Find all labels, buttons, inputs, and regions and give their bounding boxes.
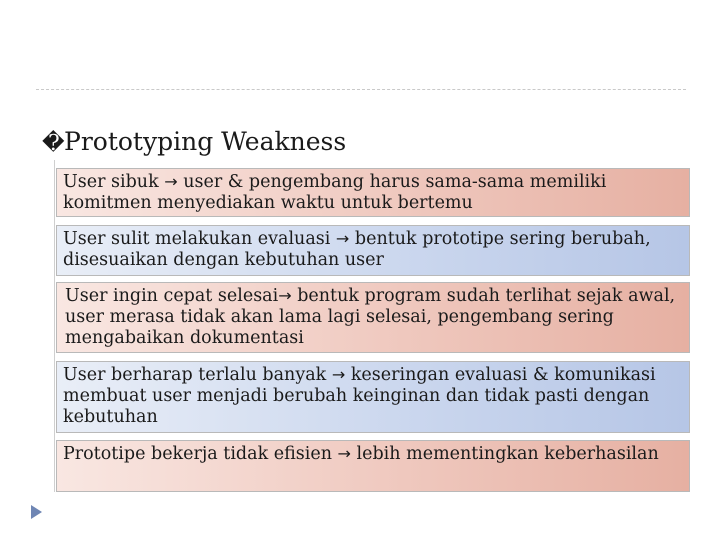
item-cause: User sibuk [63,172,159,192]
arrow-right-icon: → [335,229,350,248]
item-cause: User ingin cepat selesai [65,286,279,306]
heading-text: Prototyping Weakness [64,127,347,156]
arrow-right-icon: → [331,365,346,384]
item-cause: Prototipe bekerja tidak efisien [63,444,332,464]
list-item [56,168,690,217]
arrow-right-icon: → [337,444,351,463]
list-connector-line [54,160,55,492]
arrow-right-icon: → [164,172,178,191]
heading-bullet-icon: � [42,131,65,156]
list-item [56,440,690,492]
item-effect: bentuk prototipe sering berubah, disesuaikan dengan kebutuhan user [63,229,651,270]
item-effect: lebih mementingkan keberhasilan [356,444,659,464]
list-item [56,225,690,276]
item-effect: user & pengembang harus sama-sama memiliki komitmen menyediakan waktu untuk bertemu [63,172,607,213]
item-cause: User berharap terlalu banyak [63,365,327,385]
item-effect: bentuk program sudah terlihat sejak awal, user merasa tidak akan lama lagi selesai, pengembang sering mengabaikan dokumentasi [65,286,676,348]
header-divider [36,89,686,90]
item-effect: keseringan evaluasi & komunikasi membuat user menjadi berubah keinginan dan tidak pasti dengan kebutuhan [63,365,656,427]
item-cause: User sulit melakukan evaluasi [63,229,331,249]
list-item [56,282,690,353]
arrow-right-icon: → [278,286,292,305]
list-item [56,361,690,433]
slide-heading [42,126,346,160]
triangle-right-icon[interactable] [31,505,42,519]
